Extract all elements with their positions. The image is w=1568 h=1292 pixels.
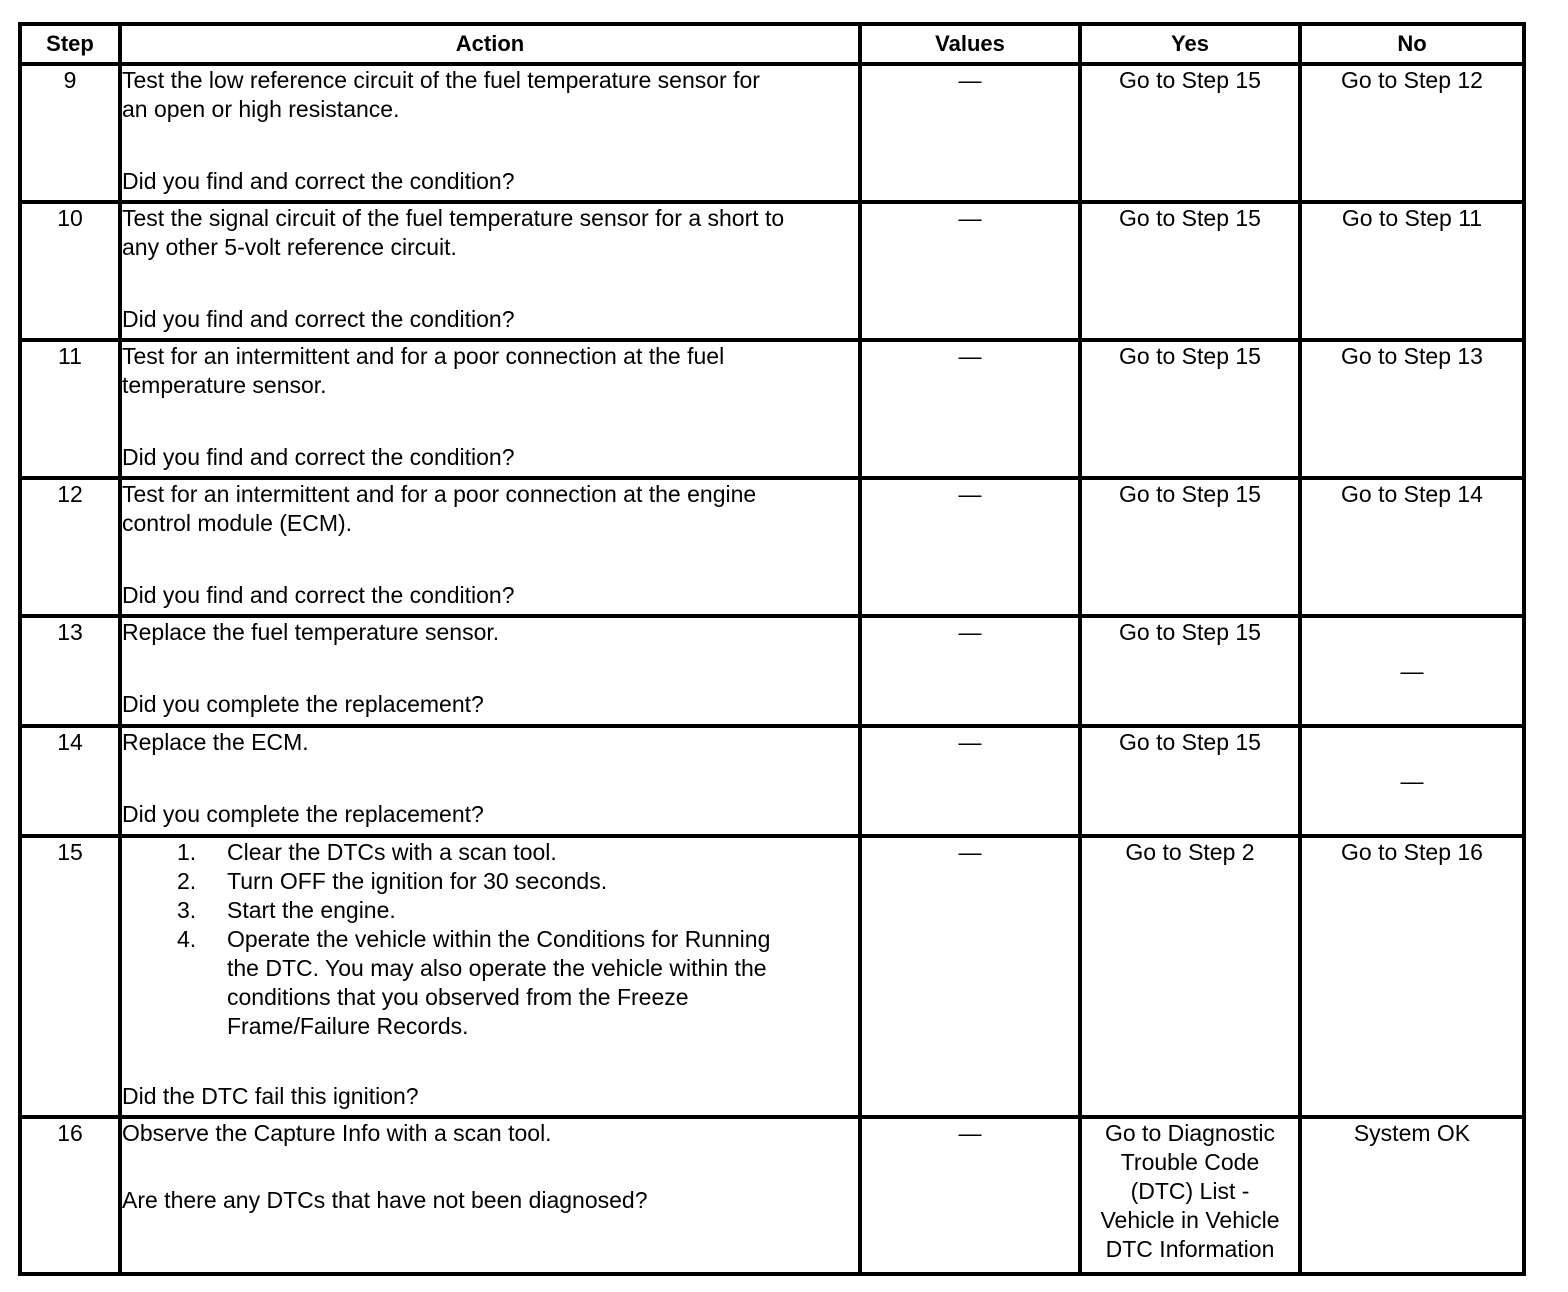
action-cell [120,64,860,202]
values-cell: — [860,478,1080,616]
action-question: Did you complete the replacement? [122,801,484,827]
header-values: Values [860,24,1080,64]
no-cell: — [1300,726,1524,836]
yes-cell: Go to Step 15 [1080,478,1300,616]
values-cell: — [860,836,1080,1117]
yes-cell: Go to Step 15 [1080,726,1300,836]
header-yes: Yes [1080,24,1300,64]
table-row [20,836,1524,1117]
step-number: 9 [20,64,120,202]
action-cell [120,616,860,726]
yes-cell: Go to Step 15 [1080,616,1300,726]
action-text: Test for an intermittent and for a poor connection at the engine control module (ECM). [122,481,757,536]
action-question: Did you complete the replacement? [122,691,484,717]
list-item-text: Start the engine. [227,897,396,923]
header-row [20,24,1524,64]
step-number: 10 [20,202,120,340]
action-cell [120,340,860,478]
list-item-text: Clear the DTCs with a scan tool. [227,839,557,865]
action-question: Did you find and correct the condition? [122,306,515,332]
table-row [20,340,1524,478]
step-number: 16 [20,1117,120,1274]
list-item-number: 1. [177,839,197,865]
step-number: 15 [20,836,120,1117]
action-cell [120,836,860,1117]
action-text: Observe the Capture Info with a scan tool. [122,1120,552,1146]
list-item-number: 3. [177,897,197,923]
yes-cell: Go to Step 15 [1080,202,1300,340]
action-text: Test for an intermittent and for a poor connection at the fuel temperature sensor. [122,343,725,398]
list-item [122,867,858,896]
values-cell: — [860,202,1080,340]
table-row [20,726,1524,836]
list-item [122,896,858,925]
action-text: Test the low reference circuit of the fuel temperature sensor for an open or high resistance. [122,67,760,122]
list-item [122,838,858,867]
action-cell [120,726,860,836]
action-question: Are there any DTCs that have not been diagnosed? [122,1187,648,1213]
action-question: Did the DTC fail this ignition? [122,1083,419,1109]
table-row [20,64,1524,202]
values-cell: — [860,340,1080,478]
diagnostic-table [18,22,1526,1276]
table-row [20,202,1524,340]
step-number: 11 [20,340,120,478]
step-number: 14 [20,726,120,836]
action-question: Did you find and correct the condition? [122,168,515,194]
values-cell: — [860,1117,1080,1274]
yes-cell: Go to Diagnostic Trouble Code (DTC) List - Vehicle in Vehicle DTC Information [1080,1117,1300,1274]
list-item-number: 4. [177,926,197,952]
no-cell: Go to Step 16 [1300,836,1524,1117]
yes-cell: Go to Step 15 [1080,64,1300,202]
no-cell: Go to Step 14 [1300,478,1524,616]
no-cell: Go to Step 13 [1300,340,1524,478]
no-cell: — [1300,616,1524,726]
action-cell [120,1117,860,1274]
action-text: Replace the ECM. [122,729,309,755]
procedure-list [122,838,858,1041]
header-action: Action [120,24,860,64]
list-item-number: 2. [177,868,197,894]
action-text: Replace the fuel temperature sensor. [122,619,500,645]
values-cell: — [860,726,1080,836]
step-number: 13 [20,616,120,726]
header-no: No [1300,24,1524,64]
header-step: Step [20,24,120,64]
values-cell: — [860,64,1080,202]
action-question: Did you find and correct the condition? [122,444,515,470]
action-text: Test the signal circuit of the fuel temperature sensor for a short to any other 5-volt reference circuit. [122,205,785,260]
list-item-text: Turn OFF the ignition for 30 seconds. [227,868,608,894]
table-row [20,478,1524,616]
action-cell [120,478,860,616]
yes-cell: Go to Step 2 [1080,836,1300,1117]
table-row [20,616,1524,726]
table-row [20,1117,1524,1274]
list-item [122,925,858,1041]
values-cell: — [860,616,1080,726]
no-cell: System OK [1300,1117,1524,1274]
no-cell: Go to Step 11 [1300,202,1524,340]
list-item-text: Operate the vehicle within the Conditions for Running the DTC. You may also operate the vehicle within the conditions that you observed from the Freeze Frame/Failure Records. [227,926,771,1039]
no-cell: Go to Step 12 [1300,64,1524,202]
yes-cell: Go to Step 15 [1080,340,1300,478]
action-question: Did you find and correct the condition? [122,582,515,608]
step-number: 12 [20,478,120,616]
action-cell [120,202,860,340]
